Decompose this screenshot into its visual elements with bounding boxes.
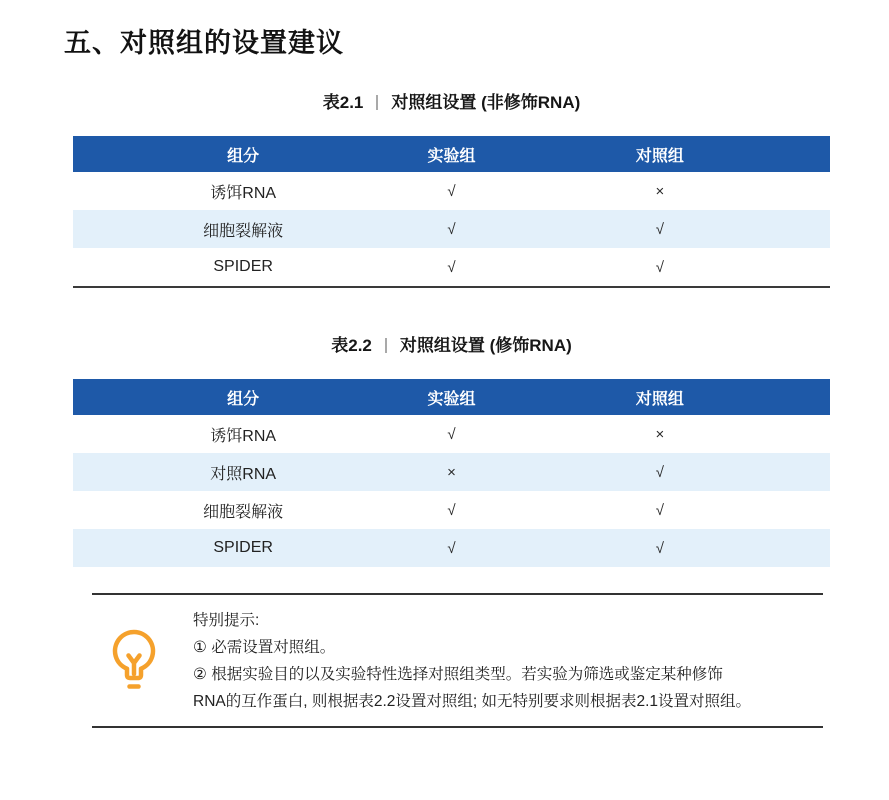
caption-text: 对照组设置 (修饰RNA) (399, 336, 572, 355)
caption-number: 表2.2 (331, 336, 372, 355)
caption-text: 对照组设置 (非修饰RNA) (391, 93, 581, 112)
table-row (73, 248, 830, 286)
table-row (73, 172, 830, 210)
experimental-group-cell: √ (447, 258, 456, 276)
control-group-cell: × (655, 182, 665, 200)
component-cell: 细胞裂解液 (203, 503, 284, 521)
tip-line: 特别提示: (193, 612, 260, 629)
lightbulb-icon (108, 627, 160, 695)
table-row (73, 529, 830, 567)
control-table-modified-rna (73, 379, 830, 567)
caption-number: 表2.1 (322, 93, 364, 112)
table-row (73, 415, 830, 453)
component-cell: 诱饵RNA (210, 427, 277, 445)
table-row (73, 453, 830, 491)
table-section-2 (73, 331, 830, 567)
tip-line: ② 根据实验目的以及实验特性选择对照组类型。若实验为筛选或鉴定某种修饰 (193, 666, 723, 683)
tip-text-block (193, 607, 751, 715)
control-group-cell: √ (655, 539, 664, 557)
column-header: 实验组 (427, 390, 476, 408)
control-group-cell: × (655, 425, 665, 443)
experimental-group-cell: √ (447, 182, 456, 200)
table-row (73, 491, 830, 529)
page-title: 五、对照组的设置建议 (64, 28, 344, 58)
table-section-1 (73, 88, 830, 288)
control-table-unmodified-rna (73, 136, 830, 288)
control-group-cell: √ (655, 220, 664, 238)
table-caption (73, 331, 830, 356)
component-cell: 诱饵RNA (210, 184, 277, 202)
column-header: 对照组 (635, 147, 684, 165)
experimental-group-cell: √ (447, 220, 456, 238)
caption-separator (376, 95, 378, 110)
table-row (73, 210, 830, 248)
experimental-group-cell: √ (447, 539, 456, 557)
control-group-cell: √ (655, 463, 664, 481)
component-cell: SPIDER (213, 258, 273, 275)
tip-line: RNA的互作蛋白, 则根据表2.2设置对照组; 如无特别要求则根据表2.1设置对照组。 (193, 693, 752, 710)
table-header-row (73, 136, 830, 172)
control-group-cell: √ (655, 258, 664, 276)
experimental-group-cell: √ (447, 501, 456, 519)
column-header: 组分 (227, 390, 260, 408)
column-header: 实验组 (427, 147, 476, 165)
component-cell: SPIDER (213, 539, 273, 556)
tip-icon-column (92, 627, 176, 695)
control-group-cell: √ (655, 501, 664, 519)
experimental-group-cell: √ (447, 425, 456, 443)
component-cell: 细胞裂解液 (203, 222, 284, 240)
experimental-group-cell: × (447, 463, 456, 481)
caption-separator (385, 338, 387, 353)
column-header: 对照组 (635, 390, 684, 408)
table-caption (73, 88, 830, 113)
component-cell: 对照RNA (210, 465, 277, 483)
tip-line: ① 必需设置对照组。 (193, 639, 336, 656)
document-page (0, 26, 889, 800)
column-header: 组分 (227, 147, 260, 165)
table-header-row (73, 379, 830, 415)
special-note-box (92, 593, 823, 728)
